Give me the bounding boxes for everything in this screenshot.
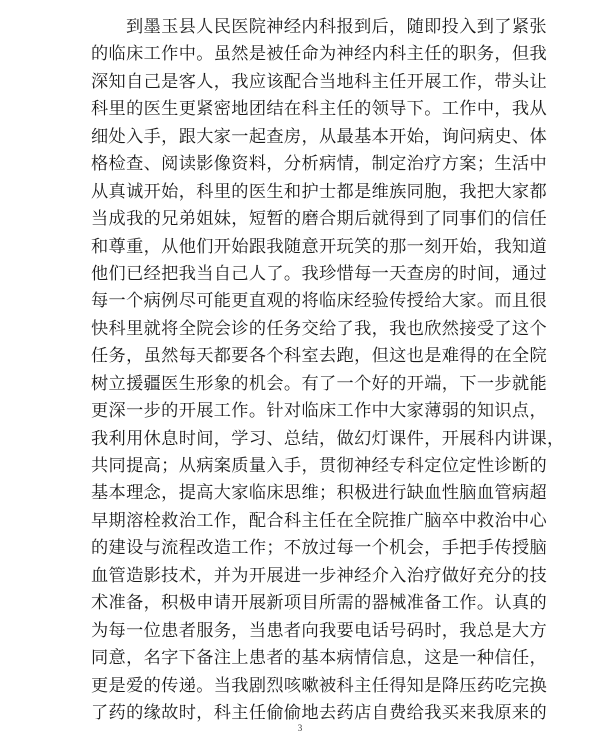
- text-line: 同意，名字下备注上患者的基本病情信息，这是一种信任，: [91, 648, 547, 669]
- text-line: 和尊重，从他们开始跟我随意开玩笑的那一刻开始，我知道: [91, 236, 547, 257]
- text-line: 早期溶栓救治工作，配合科主任在全院推广脑卒中救治中心: [91, 510, 547, 531]
- text-line: 我利用休息时间，学习、总结，做幻灯课件，开展科内讲课，: [91, 428, 565, 449]
- text-line: 为每一位患者服务，当患者向我要电话号码时，我总是大方: [91, 620, 547, 641]
- text-line: 的建设与流程改造工作；不放过每一个机会，手把手传授脑: [91, 538, 547, 559]
- text-line: 深知自己是客人，我应该配合当地科主任开展工作，带头让: [91, 71, 547, 92]
- text-line: 更深一步的开展工作。针对临床工作中大家薄弱的知识点，: [91, 401, 547, 422]
- text-line: 从真诚开始，科里的医生和护士都是维族同胞，我把大家都: [91, 181, 547, 202]
- text-line: 到墨玉县人民医院神经内科报到后，随即投入到了紧张: [126, 17, 547, 37]
- body-paragraph: [91, 14, 565, 727]
- text-line: 格检查、阅读影像资料，分析病情，制定治疗方案；生活中: [91, 154, 547, 175]
- text-line: 快科里就将全院会诊的任务交给了我，我也欣然接受了这个: [91, 318, 547, 339]
- text-line: 当成我的兄弟姐妹，短暂的磨合期后就得到了同事们的信任: [91, 209, 547, 230]
- page-number: 3: [297, 723, 303, 733]
- text-line: 了药的缘故时，科主任偷偷地去药店自费给我买来我原来的: [91, 702, 547, 723]
- text-line: 血管造影技术，并为开展进一步神经介入治疗做好充分的技: [91, 565, 547, 586]
- text-line: 的临床工作中。虽然是被任命为神经内科主任的职务，但我: [91, 44, 547, 65]
- text-line: 科里的医生更紧密地团结在科主任的领导下。工作中，我从: [91, 99, 547, 120]
- text-line: 他们已经把我当自己人了。我珍惜每一天查房的时间，通过: [91, 263, 547, 284]
- text-line: 共同提高；从病案质量入手，贯彻神经专科定位定性诊断的: [91, 456, 547, 476]
- text-line: 树立援疆医生形象的机会。有了一个好的开端，下一步就能: [91, 373, 547, 394]
- text-line: 更是爱的传递。当我剧烈咳嗽被科主任得知是降压药吃完换: [91, 675, 547, 696]
- text-line: 细处入手，跟大家一起查房，从最基本开始，询问病史、体: [91, 126, 547, 147]
- text-line: 基本理念，提高大家临床思维；积极进行缺血性脑血管病超: [91, 483, 547, 504]
- text-line: 每一个病例尽可能更直观的将临床经验传授给大家。而且很: [91, 291, 547, 312]
- text-line: 任务，虽然每天都要各个科室去跑，但这也是难得的在全院: [91, 346, 547, 367]
- text-line: 术准备，积极申请开展新项目所需的器械准备工作。认真的: [91, 593, 547, 614]
